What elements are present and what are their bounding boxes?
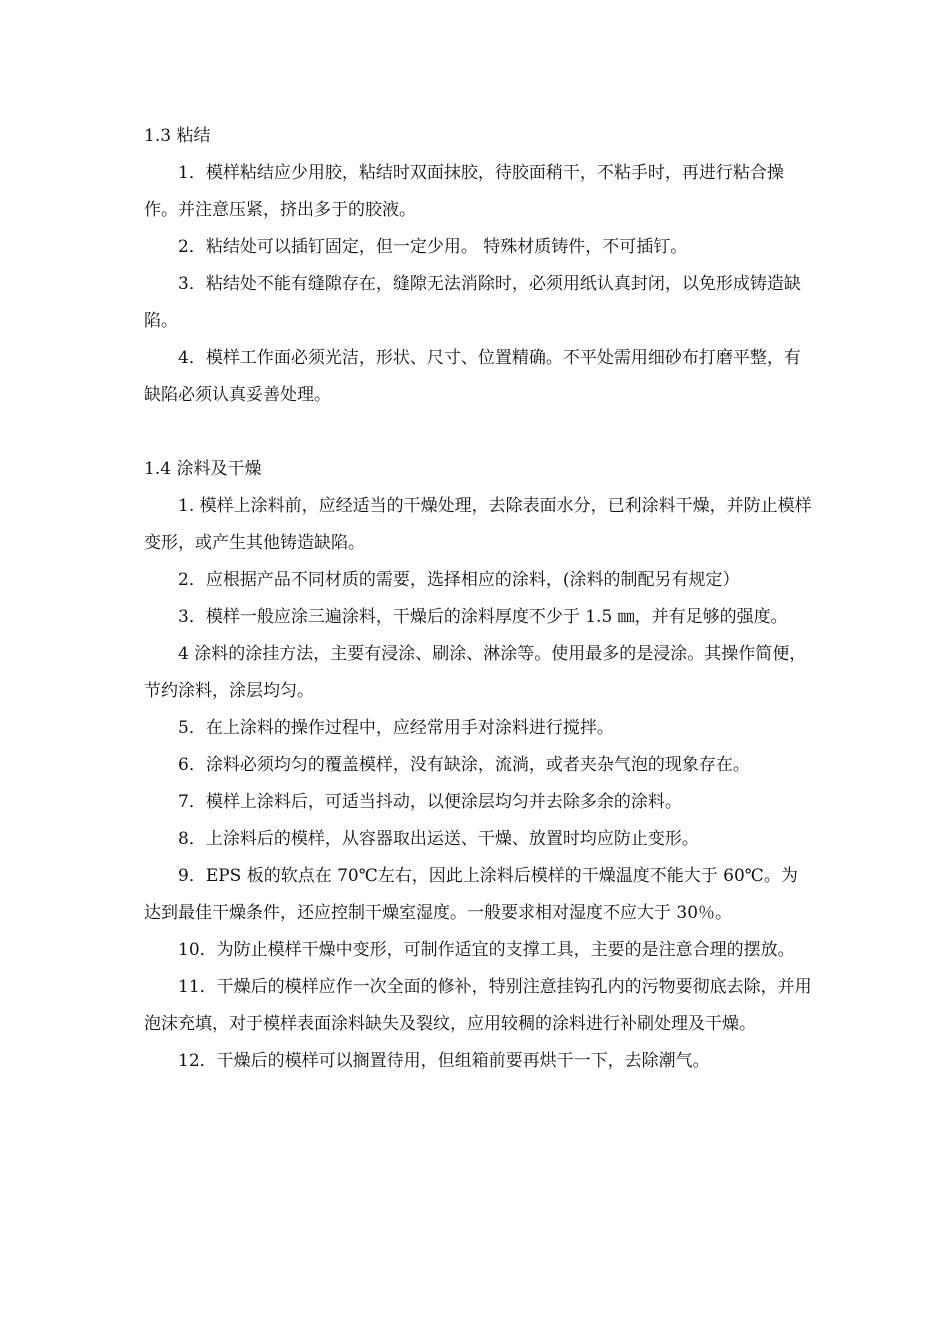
- paragraph: 2．应根据产品不同材质的需要，选择相应的涂料，(涂料的制配另有规定）: [178, 570, 740, 590]
- paragraph: 2．粘结处可以插钉固定，但一定少用。 特殊材质铸件，不可插钉。: [178, 237, 688, 257]
- paragraph: 3．粘结处不能有缝隙存在，缝隙无法消除时，必须用纸认真封闭，以免形成铸造缺陷。: [144, 274, 801, 331]
- paragraph: 3．模样一般应涂三遍涂料，干燥后的涂料厚度不少于 1.5 ㎜，并有足够的强度。: [178, 607, 788, 627]
- paragraph: 1. 模样上涂料前，应经适当的干燥处理，去除表面水分，已利涂料干燥，并防止模样变形，或产生其他铸造缺陷。: [144, 496, 812, 553]
- section-heading-1-3: 1.3 粘结: [144, 126, 211, 146]
- document-body: [144, 118, 814, 1080]
- paragraph: 8．上涂料后的模样，从容器取出运送、干燥、放置时均应防止变形。: [178, 829, 699, 849]
- section-spacer: [144, 414, 814, 451]
- paragraph: 4．模样工作面必须光洁，形状、尺寸、位置精确。不平处需用细砂布打磨平整，有缺陷必须认真妥善处理。: [144, 348, 801, 405]
- section-heading-1-4: 1.4 涂料及干燥: [144, 459, 262, 479]
- paragraph: 5．在上涂料的操作过程中，应经常用手对涂料进行搅拌。: [178, 718, 614, 738]
- paragraph: 12．干燥后的模样可以搁置待用，但组箱前要再烘干一下，去除潮气。: [178, 1051, 710, 1071]
- paragraph: 11．干燥后的模样应作一次全面的修补，特别注意挂钩孔内的污物要彻底去除，并用泡沫充填，对于模样表面涂料缺失及裂纹，应用较稠的涂料进行补刷处理及干燥。: [144, 977, 812, 1034]
- paragraph: 10．为防止模样干燥中变形，可制作适宜的支撑工具，主要的是注意合理的摆放。: [178, 940, 795, 960]
- paragraph: 1．模样粘结应少用胶，粘结时双面抹胶，待胶面稍干，不粘手时，再进行粘合操作。并注意压紧，挤出多于的胶液。: [144, 163, 784, 220]
- paragraph: 6．涂料必须均匀的覆盖模样，没有缺涂，流淌，或者夹杂气泡的现象存在。: [178, 755, 750, 775]
- paragraph: 4 涂料的涂挂方法，主要有浸涂、刷涂、淋涂等。使用最多的是浸涂。其操作简便，节约涂料，涂层均匀。: [144, 644, 807, 701]
- paragraph: 9．EPS 板的软点在 70℃左右，因此上涂料后模样的干燥温度不能大于 60℃。为达到最佳干燥条件，还应控制干燥室湿度。一般要求相对湿度不应大于 30％。: [144, 866, 798, 923]
- paragraph: 7．模样上涂料后，可适当抖动，以便涂层均匀并去除多余的涂料。: [178, 792, 682, 812]
